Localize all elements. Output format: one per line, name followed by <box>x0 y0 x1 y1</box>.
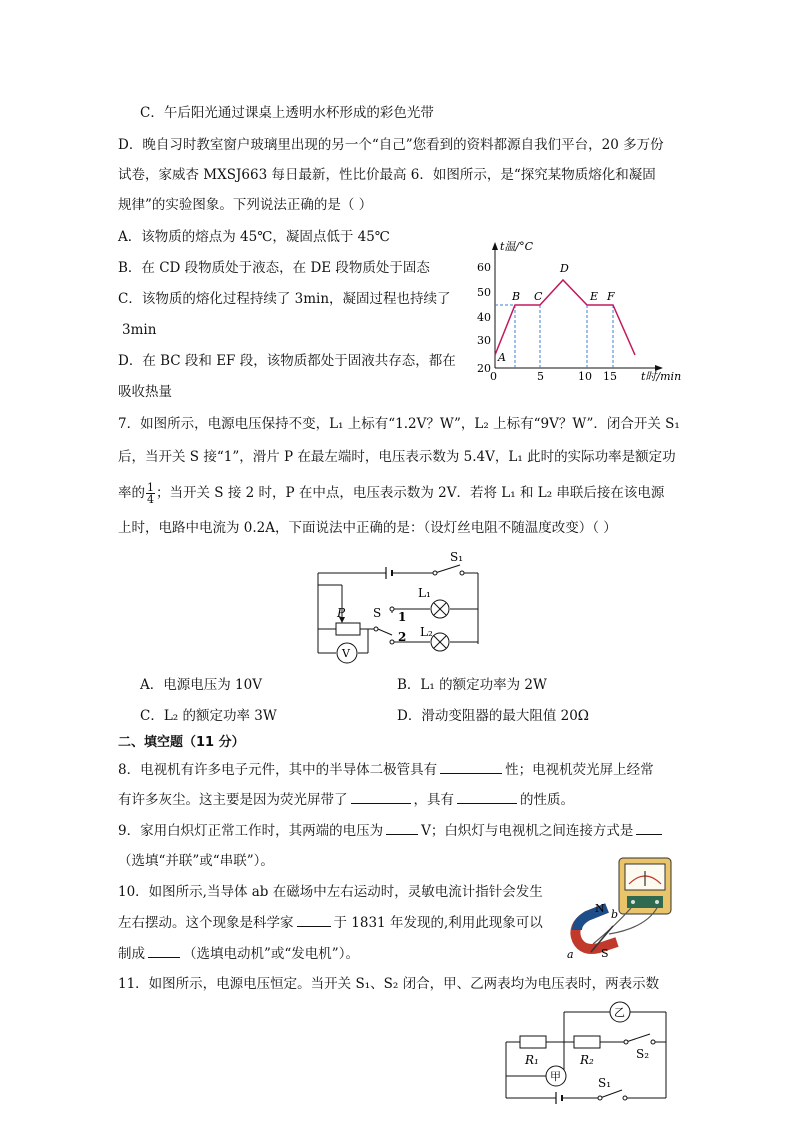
point-label: E <box>590 290 599 303</box>
label-r1: R₁ <box>525 1053 539 1067</box>
label-s: S <box>601 947 609 960</box>
graph-x-tick: 5 <box>537 370 544 383</box>
svg-text:甲: 甲 <box>550 1070 561 1083</box>
q10-line1: 10．如图所示,当导体 ab 在磁场中左右运动时，灵敏电流计指针会发生 <box>118 884 543 900</box>
graph-y-tick: 60 <box>477 261 491 274</box>
graph-y-tick: 50 <box>477 286 491 299</box>
label-l2: L₂ <box>420 625 433 639</box>
blank <box>457 789 517 804</box>
q10-line3: 制成 （选填电动机”或“发电机”）。 <box>118 943 359 964</box>
q6-option-b: B．在 CD 段物质处于液态，在 DE 段物质处于固态 <box>118 260 430 276</box>
q11-line1: 11．如图所示，电源电压恒定。当开关 S₁、S₂ 闭合，甲、乙两表均为电压表时，两表示数 <box>118 976 660 992</box>
lamp-l1 <box>431 600 449 618</box>
q7-line3 <box>118 482 664 505</box>
galvanometer-icon <box>619 858 671 914</box>
blank <box>148 943 180 958</box>
q6-option-c-line1: C．该物质的熔化过程持续了 3min，凝固过程也持续了 <box>118 291 451 307</box>
label-2: 2 <box>398 630 407 644</box>
q7-line4: 上时，电路中电流为 0.2A，下面说法中正确的是：（设灯丝电阻不随温度改变）（ ） <box>118 520 617 536</box>
section-heading: 二、填空题（11 分） <box>118 735 245 750</box>
point-label: D <box>560 262 569 275</box>
q6-option-d-line1: D．在 BC 段和 EF 段，该物质都处于固液共存态，都在 <box>118 353 456 369</box>
q9-line1: 9．家用白炽灯正常工作时，其两端的电压为 V；白炽灯与电视机之间连接方式是 <box>118 820 665 841</box>
q7-line1: 7．如图所示，电源电压保持不变，L₁ 上标有“1.2V？W”，L₂ 上标有“9V？W”．闭合开关 S₁ <box>118 416 680 432</box>
label-a: a <box>567 948 574 961</box>
blank <box>297 912 331 927</box>
q9-line2: （选填“并联”或“串联”）。 <box>118 853 274 869</box>
label-s: S <box>373 606 382 620</box>
q5-option-c: C．午后阳光通过课桌上透明水杯形成的彩色光带 <box>140 105 434 121</box>
label-1: 1 <box>398 610 407 624</box>
label-b: b <box>611 908 619 921</box>
fraction: $\frac{1}{4}$ <box>147 481 154 506</box>
graph-x-tick: 15 <box>603 370 617 383</box>
label-s1: S₁ <box>598 1076 612 1090</box>
q7-circuit <box>312 545 487 665</box>
q7-option-d: D．滑动变阻器的最大阻值 20Ω <box>397 708 589 724</box>
q7-option-b: B．L₁ 的额定功率为 2W <box>397 677 547 693</box>
blank <box>440 759 502 774</box>
svg-text:V: V <box>342 647 350 660</box>
label-p: P <box>337 606 346 620</box>
label-l1: L₁ <box>418 586 431 600</box>
q7-line3-end: ；当开关 S 接 2 时，P 在中点，电压表示数为 2V．若将 L₁ 和 L₂ 串联后接在该电源 <box>156 485 665 501</box>
graph-x-tick: 0 <box>490 370 497 383</box>
point-label: F <box>607 290 615 303</box>
graph-y-label: t温/°C <box>500 240 534 253</box>
q6-option-d-line2: 吸收热量 <box>118 384 172 400</box>
q6-stem: 规律”的实验图象。下列说法正确的是（ ） <box>118 197 373 213</box>
graph-x-tick: 10 <box>578 370 592 383</box>
lamp-l2 <box>431 633 449 651</box>
graph-x-label: t时/min <box>641 370 682 383</box>
label-s1: S₁ <box>450 550 464 564</box>
q7-line3-start: 率的 <box>118 485 145 501</box>
q7-option-c: C．L₂ 的额定功率 3W <box>140 708 277 724</box>
meter-jia <box>546 1066 566 1086</box>
q7-line2: 后，当开关 S 接“1”，滑片 P 在最左端时，电压表示数为 5.4V，L₁ 此时的实际功率是额定功 <box>118 449 676 465</box>
blank <box>636 820 662 835</box>
point-label: B <box>512 290 521 303</box>
q8-line1: 8．电视机有许多电子元件，其中的半导体二极管具有 性；电视机荧光屏上经常 <box>118 759 654 780</box>
q5-option-d-line2: 试卷，家威杏 MXSJ663 每日最新，性比价最高 6．如图所示，是“探究某物质熔化和凝固 <box>118 167 656 183</box>
label-s2: S₂ <box>636 1047 650 1061</box>
point-label: A <box>498 351 506 364</box>
blank <box>351 789 411 804</box>
voltmeter <box>337 643 357 663</box>
q10-line2: 左右摆动。这个现象是科学家 于 1831 年发现的,利用此现象可以 <box>118 912 543 933</box>
melting-graph <box>460 238 690 388</box>
q5-option-d-line1: D．晚自习时教室窗户玻璃里出现的另一个“自己”您看到的资料都源自我们平台，20 多万份 <box>118 137 664 153</box>
blank <box>386 820 418 835</box>
q7-option-a: A．电源电压为 10V <box>140 677 262 693</box>
q8-line2: 有许多灰尘。这主要是因为荧光屏带了 ，具有 的性质。 <box>118 789 574 810</box>
q11-circuit <box>498 998 673 1113</box>
label-r2: R₂ <box>580 1053 594 1067</box>
q6-option-a: A．该物质的熔点为 45℃，凝固点低于 45℃ <box>118 229 390 245</box>
meter-yi <box>610 1002 630 1022</box>
label-n: N <box>595 902 605 915</box>
induction-figure <box>565 856 675 961</box>
point-label: C <box>534 290 543 303</box>
graph-y-tick: 20 <box>477 362 491 375</box>
graph-y-tick: 40 <box>477 311 491 324</box>
svg-text:乙: 乙 <box>614 1006 625 1019</box>
graph-y-tick: 30 <box>477 334 491 347</box>
q6-option-c-line2: 3min <box>122 322 157 338</box>
